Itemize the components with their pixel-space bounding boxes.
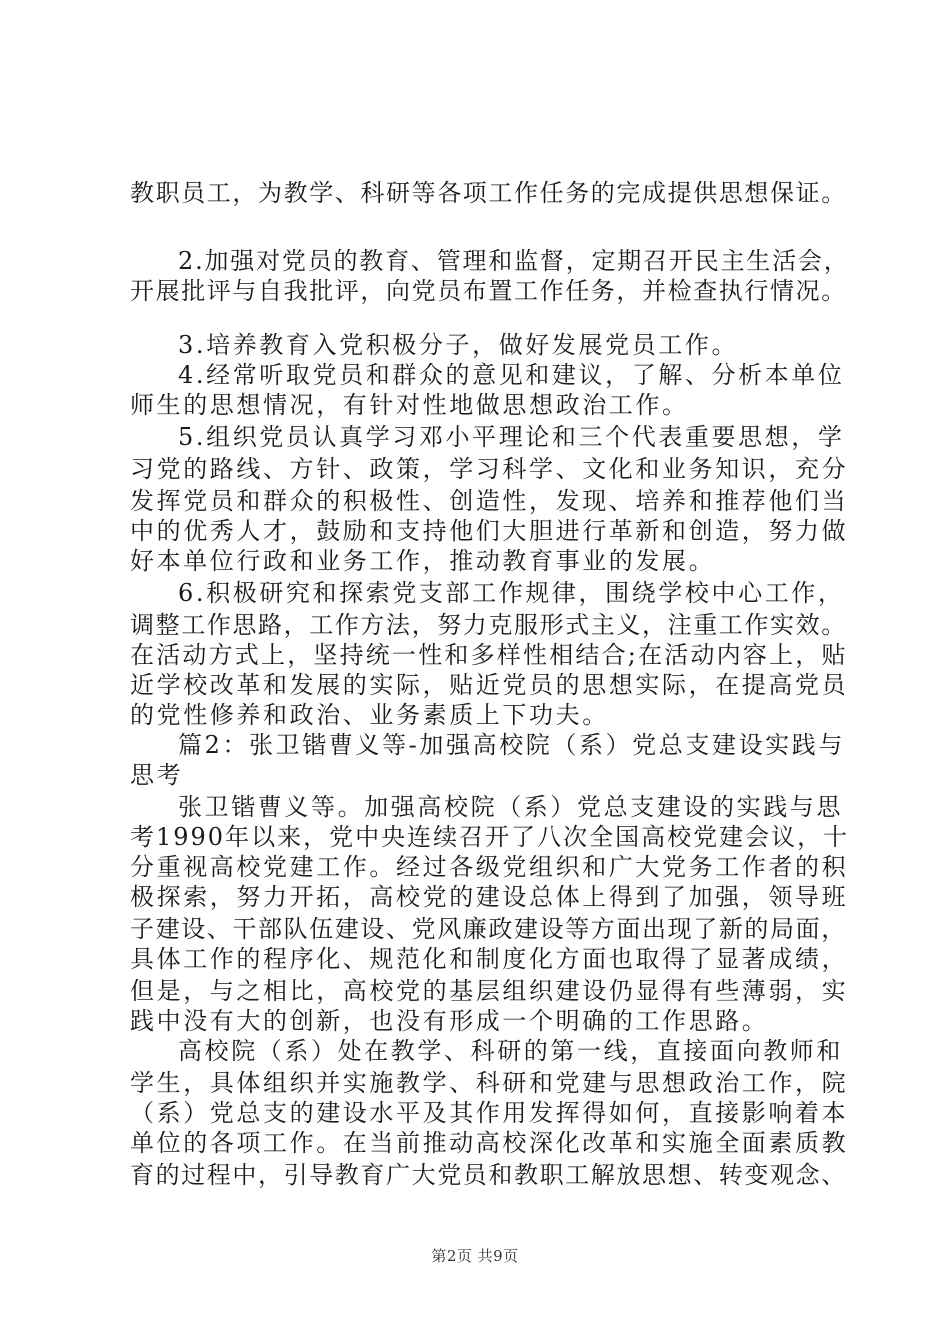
text-line: 在活动方式上，坚持统一性和多样性相结合;在活动内容上，贴	[130, 641, 848, 669]
text-line: 调整工作思路，工作方法，努力克服形式主义，注重工作实效。	[130, 611, 847, 639]
text-line: 子建设、干部队伍建设、党风廉政建设等方面出现了新的局面，	[130, 915, 847, 943]
text-line: 4.经常听取党员和群众的意见和建议，了解、分析本单位	[178, 361, 845, 389]
text-line: 教职员工，为教学、科研等各项工作任务的完成提供思想保证。	[130, 179, 847, 207]
text-line: 2.加强对党员的教育、管理和监督，定期召开民主生活会，	[178, 247, 850, 275]
text-line: 师生的思想情况，有针对性地做思想政治工作。	[130, 391, 689, 419]
text-line: 5.组织党员认真学习邓小平理论和三个代表重要思想，学	[178, 423, 845, 451]
section-heading-continued: 思考	[130, 761, 184, 789]
text-line: 6.积极研究和探索党支部工作规律，围绕学校中心工作，	[178, 579, 845, 607]
section-heading: 篇2：张卫锴曹义等-加强高校院（系）党总支建设实践与	[178, 731, 845, 759]
text-line: 践中没有大的创新，也没有形成一个明确的工作思路。	[130, 1007, 769, 1035]
text-line: 但是，与之相比，高校党的基层组织建设仍显得有些薄弱，实	[130, 977, 849, 1005]
text-line: 发挥党员和群众的积极性、创造性，发现、培养和推荐他们当	[130, 487, 849, 515]
page-number-footer: 第2页 共9页	[431, 1247, 519, 1265]
text-line: 考1990年以来，党中央连续召开了八次全国高校党建会议，十	[130, 823, 850, 851]
text-line: 育的过程中，引导教育广大党员和教职工解放思想、转变观念、	[130, 1161, 847, 1189]
text-line: 3.培养教育入党积极分子，做好发展党员工作。	[178, 331, 739, 359]
text-line: 张卫锴曹义等。加强高校院（系）党总支建设的实践与思	[178, 793, 843, 821]
text-line: 单位的各项工作。在当前推动高校深化改革和实施全面素质教	[130, 1129, 849, 1157]
text-line: 学生，具体组织并实施教学、科研和党建与思想政治工作，院	[130, 1069, 849, 1097]
text-line: 中的优秀人才，鼓励和支持他们大胆进行革新和创造，努力做	[130, 517, 849, 545]
text-line: 好本单位行政和业务工作，推动教育事业的发展。	[130, 547, 716, 575]
text-line: 分重视高校党建工作。经过各级党组织和广大党务工作者的积	[130, 853, 849, 881]
text-line: 近学校改革和发展的实际，贴近党员的思想实际，在提高党员	[130, 671, 849, 699]
text-line: （系）党总支的建设水平及其作用发挥得如何，直接影响着本	[130, 1099, 849, 1127]
text-line: 的党性修养和政治、业务素质上下功夫。	[130, 701, 609, 729]
text-line: 开展批评与自我批评，向党员布置工作任务，并检查执行情况。	[130, 277, 847, 305]
text-line: 高校院（系）处在教学、科研的第一线，直接面向教师和	[178, 1037, 843, 1065]
text-line: 极探索，努力开拓，高校党的建设总体上得到了加强，领导班	[130, 883, 849, 911]
text-line: 具体工作的程序化、规范化和制度化方面也取得了显著成绩，	[130, 945, 849, 973]
text-line: 习党的路线、方针、政策，学习科学、文化和业务知识，充分	[130, 455, 849, 483]
